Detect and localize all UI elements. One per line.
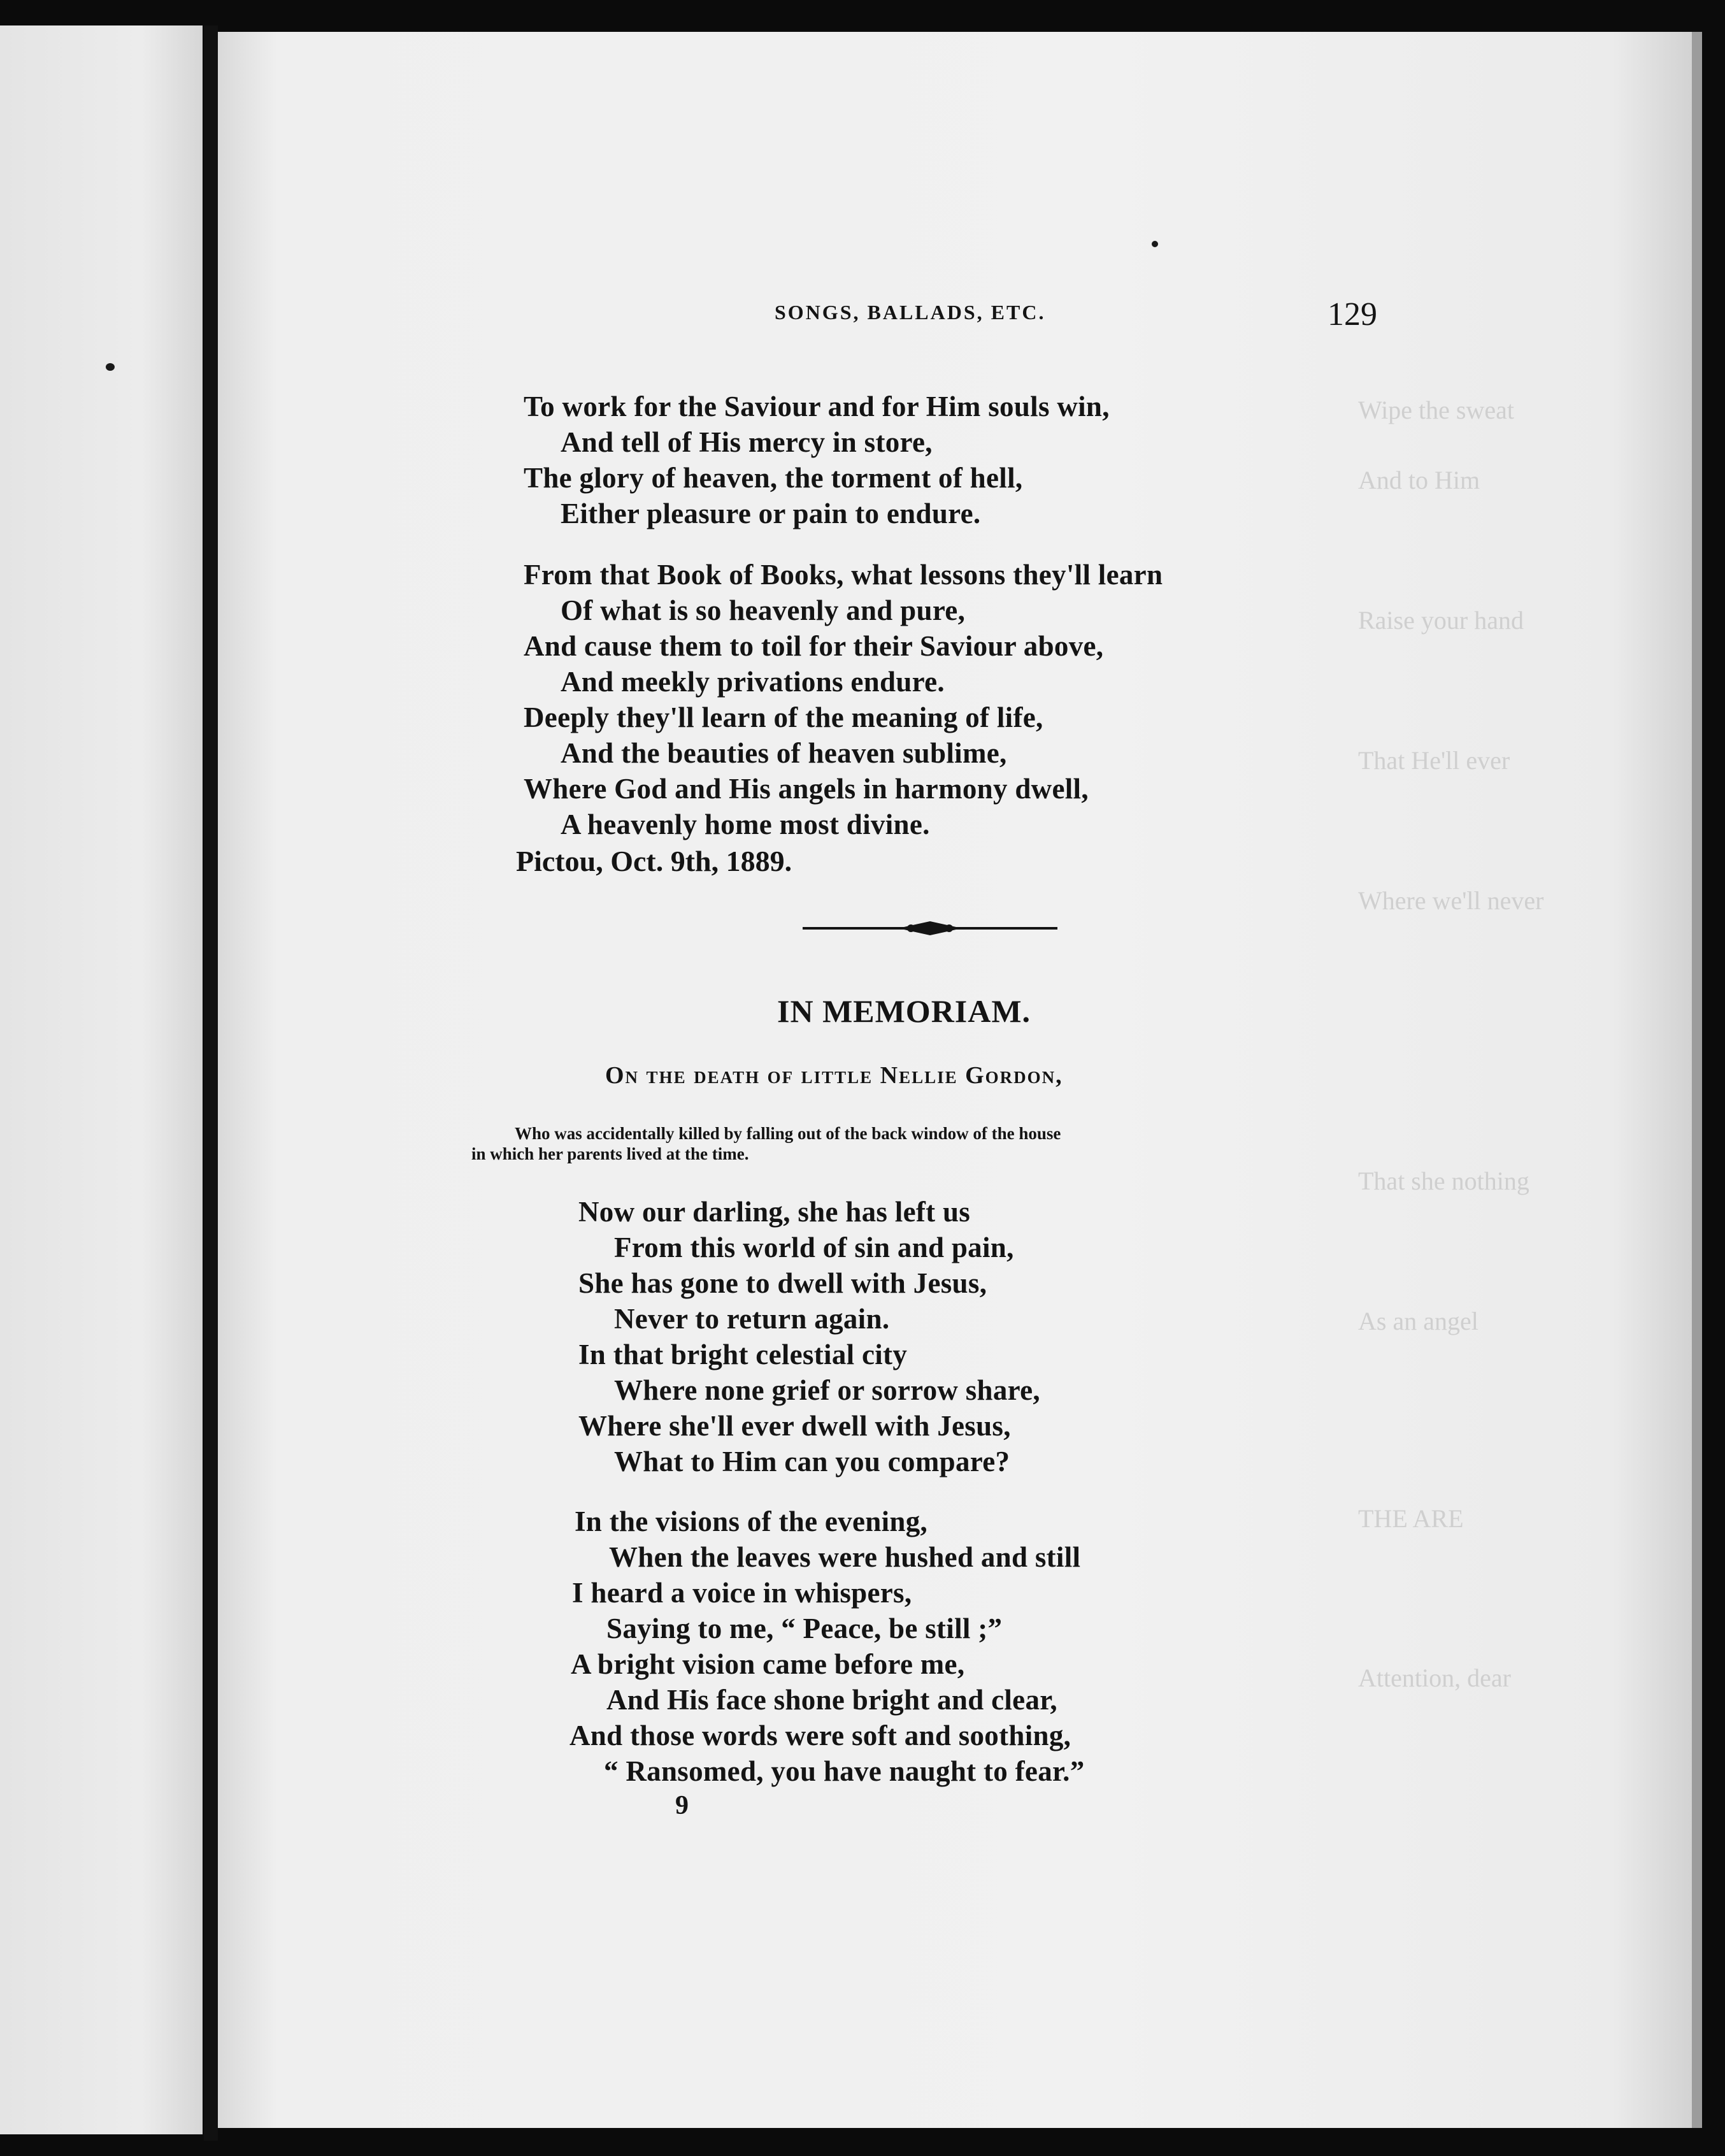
verse-line: Deeply they'll learn of the meaning of life, xyxy=(524,701,1043,733)
verse-line: Of what is so heavenly and pure, xyxy=(561,594,966,626)
verse-line: The glory of heaven, the torment of hell, xyxy=(524,462,1023,494)
verse-line: And His face shone bright and clear, xyxy=(606,1684,1057,1716)
verse-line: From that Book of Books, what lessons they'll learn xyxy=(524,559,1163,591)
verse-line: Saying to me, “ Peace, be still ;” xyxy=(606,1613,1003,1644)
verse-line: I heard a voice in whispers, xyxy=(572,1577,912,1609)
page-edge-shadow xyxy=(1692,32,1702,2128)
verse-line: Either pleasure or pain to endure. xyxy=(561,498,981,529)
signature-mark: 9 xyxy=(675,1791,689,1820)
show-through: Where we'll never xyxy=(1358,886,1544,915)
verse-line: And those words were soft and soothing, xyxy=(569,1720,1071,1751)
verse-line: What to Him can you compare? xyxy=(614,1446,1010,1477)
page-number: 129 xyxy=(1328,296,1377,333)
verse-line: To work for the Saviour and for Him souls win, xyxy=(524,391,1110,422)
verse-line: She has gone to dwell with Jesus, xyxy=(578,1267,987,1299)
verse-line: In the visions of the evening, xyxy=(575,1506,928,1537)
show-through: Raise your hand xyxy=(1358,606,1524,635)
gutter-shadow xyxy=(204,25,218,2141)
verse-line: When the leaves were hushed and still xyxy=(609,1541,1081,1573)
headnote-line: in which her parents lived at the time. xyxy=(471,1144,749,1163)
show-through: That she nothing xyxy=(1358,1167,1529,1195)
section-divider-ornament xyxy=(803,919,1057,938)
verse-line: Where God and His angels in harmony dwell, xyxy=(524,773,1089,805)
show-through: That He'll ever xyxy=(1358,746,1510,775)
show-through: And to Him xyxy=(1358,466,1480,494)
verse-line: From this world of sin and pain, xyxy=(614,1232,1014,1263)
show-through: THE ARE xyxy=(1358,1504,1464,1533)
dust-speck xyxy=(1152,241,1158,247)
verse-line: In that bright celestial city xyxy=(578,1339,908,1370)
section-title: IN MEMORIAM. xyxy=(777,993,1031,1029)
verse-line: And meekly privations endure. xyxy=(561,666,945,698)
dateline: Pictou, Oct. 9th, 1889. xyxy=(516,845,792,877)
verse-line: Where she'll ever dwell with Jesus, xyxy=(578,1410,1011,1442)
verse-line: And the beauties of heaven sublime, xyxy=(561,737,1007,769)
book-page xyxy=(218,32,1702,2128)
headnote-line: Who was accidentally killed by falling out of the back window of the house xyxy=(515,1124,1061,1143)
verse-line: And tell of His mercy in store, xyxy=(561,426,933,458)
dust-speck xyxy=(106,363,115,371)
verse-line: Never to return again. xyxy=(614,1303,890,1335)
verse-line: And cause them to toil for their Saviour above, xyxy=(524,630,1104,662)
verse-line: Where none grief or sorrow share, xyxy=(614,1374,1040,1406)
show-through: Wipe the sweat xyxy=(1358,396,1514,424)
verse-line: A heavenly home most divine. xyxy=(561,808,930,840)
verse-line: A bright vision came before me, xyxy=(571,1648,965,1680)
poem-subtitle: On the death of little Nellie Gordon, xyxy=(605,1062,1063,1089)
verse-line: “ Ransomed, you have naught to fear.” xyxy=(604,1755,1085,1787)
running-head: SONGS, BALLADS, ETC. xyxy=(775,301,1046,324)
show-through: Attention, dear xyxy=(1358,1664,1511,1692)
show-through: As an angel xyxy=(1358,1307,1478,1335)
verse-line: Now our darling, she has left us xyxy=(578,1196,971,1228)
facing-page xyxy=(0,25,203,2134)
